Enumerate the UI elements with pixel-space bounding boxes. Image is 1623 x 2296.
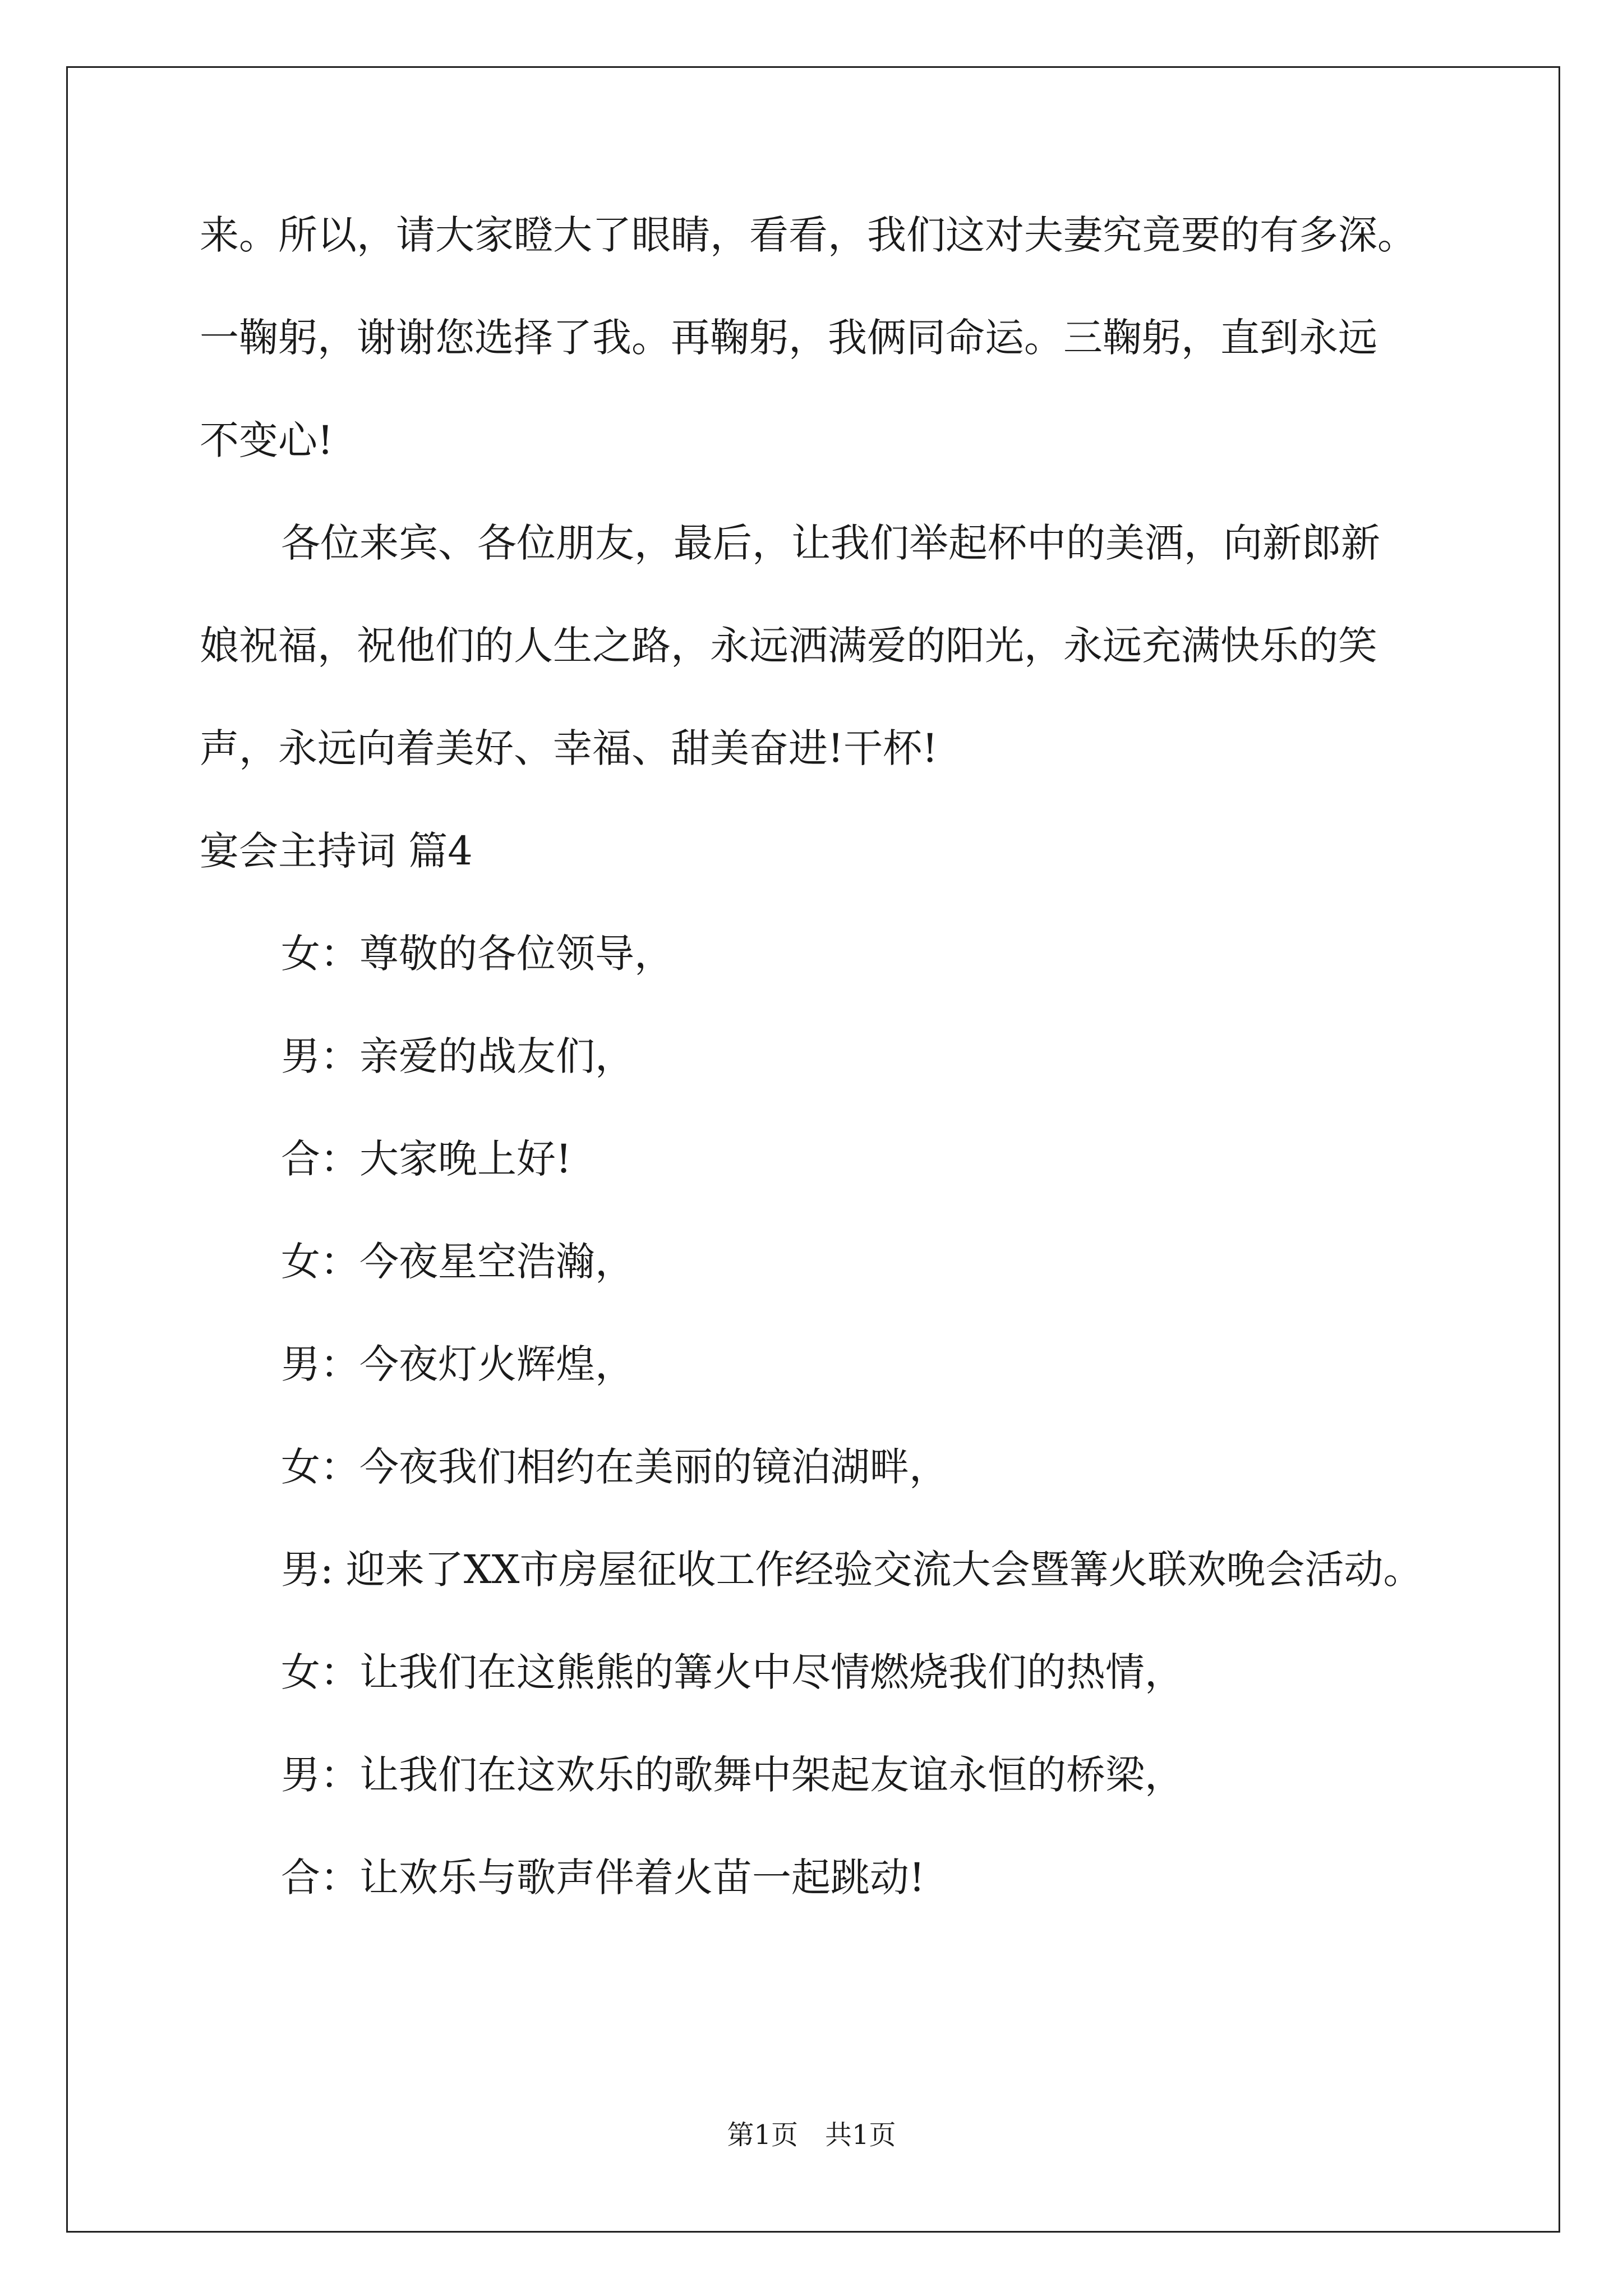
dialogue-line-6: 女：今夜我们相约在美丽的镜泊湖畔， — [281, 1444, 948, 1490]
dialogue-line-3: 合：大家晚上好! — [281, 1136, 572, 1182]
paragraph-1-line-1: 来。所以，请大家瞪大了眼睛，看看，我们这对夫妻究竟要的有多深。 — [200, 212, 1417, 258]
section-heading: 宴会主持词 篇4 — [200, 828, 473, 874]
dialogue-line-4: 女：今夜星空浩瀚， — [281, 1239, 634, 1285]
dialogue-line-1: 女：尊敬的各位领导， — [281, 931, 674, 977]
dialogue-line-10: 合：让欢乐与歌声伴着火苗一起跳动! — [281, 1855, 925, 1901]
paragraph-2-line-3: 声，永远向着美好、幸福、甜美奋进!干杯! — [200, 725, 938, 771]
dialogue-line-2: 男：亲爱的战友们， — [281, 1033, 634, 1079]
page-number-footer: 第1页 共1页 — [727, 2119, 896, 2151]
dialogue-line-7: 男: 迎来了XX市房屋征收工作经验交流大会暨篝火联欢晚会活动。 — [281, 1547, 1423, 1593]
paragraph-1-line-3: 不变心! — [200, 417, 334, 463]
paragraph-2-line-2: 娘祝福，祝他们的人生之路，永远洒满爱的阳光，永远充满快乐的笑 — [200, 623, 1377, 669]
document-body — [200, 212, 1490, 1961]
paragraph-2-line-1: 各位来宾、各位朋友，最后，让我们举起杯中的美酒，向新郎新 — [281, 520, 1380, 566]
dialogue-line-8: 女：让我们在这熊熊的篝火中尽情燃烧我们的热情， — [281, 1649, 1184, 1695]
paragraph-1-line-2: 一鞠躬，谢谢您选择了我。再鞠躬，我俩同命运。三鞠躬，直到永远 — [200, 315, 1377, 361]
dialogue-line-9: 男：让我们在这欢乐的歌舞中架起友谊永恒的桥梁， — [281, 1752, 1184, 1798]
dialogue-line-5: 男：今夜灯火辉煌， — [281, 1341, 634, 1387]
